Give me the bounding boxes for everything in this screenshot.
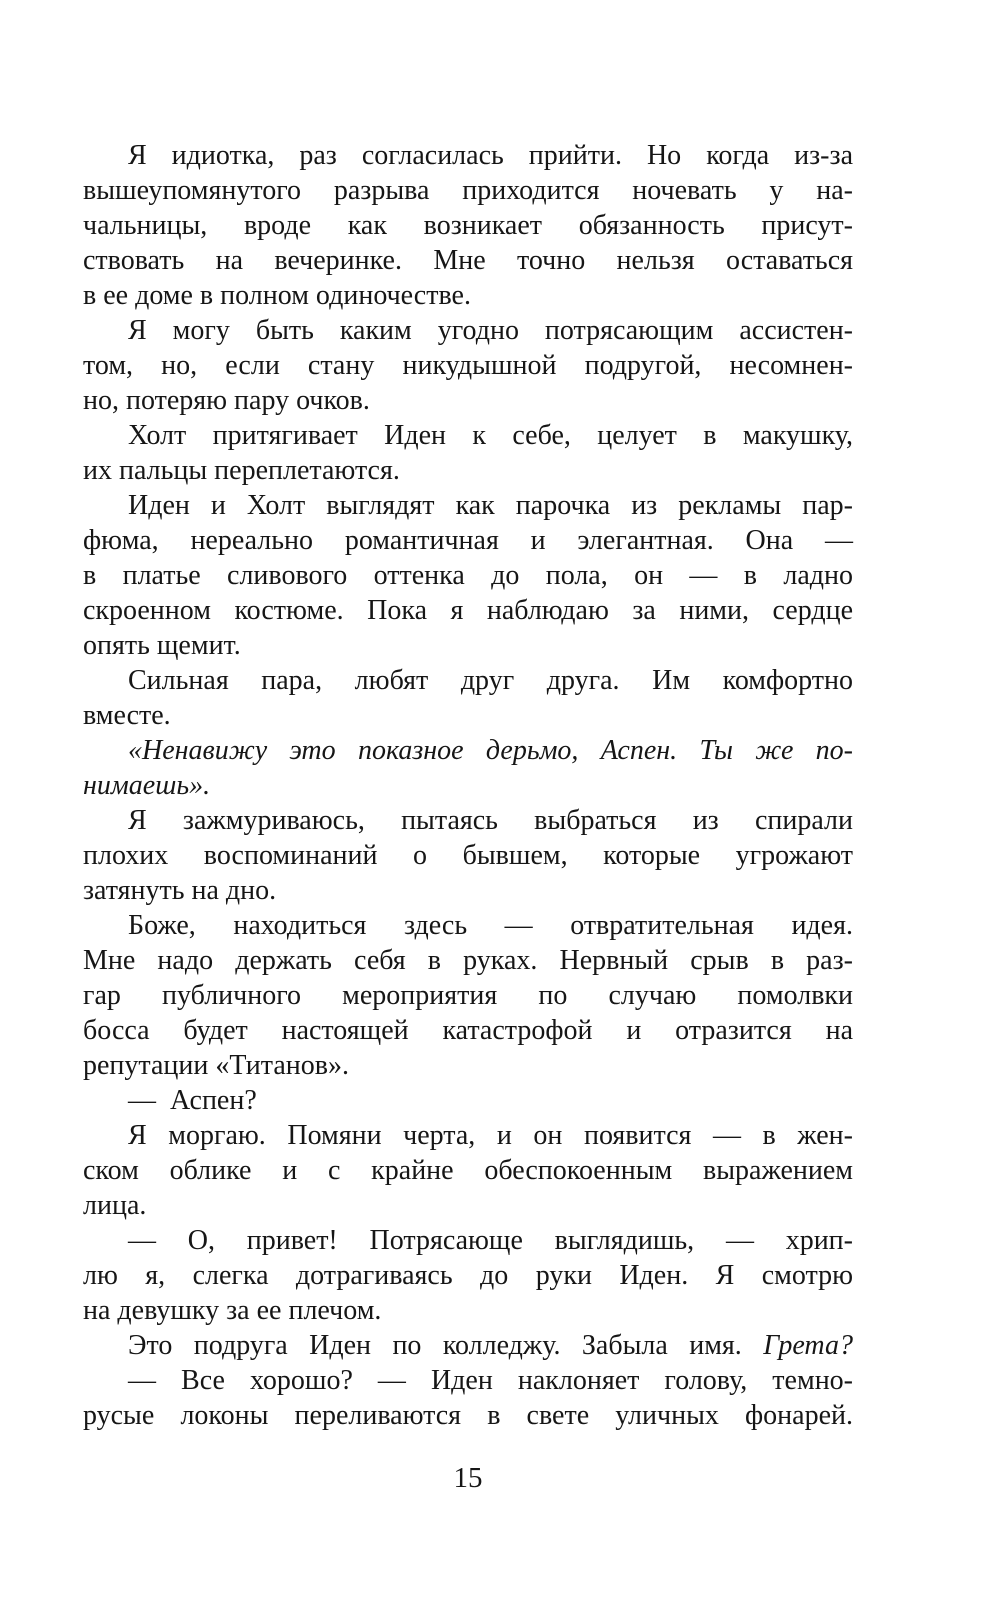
text-line <box>83 383 853 418</box>
text-line <box>83 1153 853 1188</box>
text-line <box>83 803 853 838</box>
text-line <box>83 873 853 908</box>
text-line <box>83 313 853 348</box>
text-block <box>83 138 853 1433</box>
text-line <box>83 558 853 593</box>
text-line <box>83 698 853 733</box>
text-segment: русые локоны переливаются в свете уличных фонарей. <box>83 1400 853 1431</box>
italic-text-segment: «Ненавижу это показное дерьмо, Аспен. Ты же по- <box>128 735 853 766</box>
text-line <box>83 523 853 558</box>
text-segment: опять щемит. <box>83 630 241 661</box>
text-segment: лица. <box>83 1190 147 1221</box>
text-segment: — О, привет! Потрясающе выглядишь, — хрип- <box>128 1225 853 1256</box>
text-segment: их пальцы переплетаются. <box>83 455 400 486</box>
text-segment: репутации «Титанов». <box>83 1050 349 1081</box>
text-line <box>83 943 853 978</box>
text-line <box>83 628 853 663</box>
text-segment: фюма, нереально романтичная и элегантная. Она — <box>83 525 853 556</box>
text-line <box>83 1048 853 1083</box>
text-segment: Я моргаю. Помяни черта, и он появится — в жен- <box>128 1120 853 1151</box>
text-segment: но, потеряю пару очков. <box>83 385 370 416</box>
text-line <box>83 138 853 173</box>
text-segment: скроенном костюме. Пока я наблюдаю за ними, сердце <box>83 595 853 626</box>
text-line <box>83 593 853 628</box>
page-number: 15 <box>453 1462 483 1494</box>
text-segment: ствовать на вечеринке. Мне точно нельзя оставаться <box>83 245 853 276</box>
text-segment: на девушку за ее плечом. <box>83 1295 382 1326</box>
text-segment: — Все хорошо? — Иден наклоняет голову, темно- <box>128 1365 853 1396</box>
text-segment: Холт притягивает Иден к себе, целует в макушку, <box>128 420 853 451</box>
text-segment: — Аспен? <box>128 1085 257 1116</box>
text-line <box>83 978 853 1013</box>
italic-text-segment: Грета? <box>763 1330 853 1361</box>
text-line <box>83 1223 853 1258</box>
italic-text-segment: нимаешь». <box>83 770 211 801</box>
text-segment: лю я, слегка дотрагиваясь до руки Иден. Я смотрю <box>83 1260 853 1291</box>
text-segment: затянуть на дно. <box>83 875 277 906</box>
text-line <box>83 1363 853 1398</box>
text-segment: том, но, если стану никудышной подругой, несомнен- <box>83 350 853 381</box>
text-line <box>83 1188 853 1223</box>
text-line <box>83 1118 853 1153</box>
text-segment: Я зажмуриваюсь, пытаясь выбраться из спирали <box>128 805 853 836</box>
text-segment: вместе. <box>83 700 171 731</box>
text-line <box>83 488 853 523</box>
text-segment: Я могу быть каким угодно потрясающим ассистен- <box>128 315 853 346</box>
text-line <box>83 908 853 943</box>
text-line <box>83 453 853 488</box>
text-line <box>83 348 853 383</box>
text-segment: вышеупомянутого разрыва приходится ночевать у на- <box>83 175 853 206</box>
text-segment: в ее доме в полном одиночестве. <box>83 280 471 311</box>
text-line <box>83 1398 853 1433</box>
text-segment: в платье сливового оттенка до пола, он — в ладно <box>83 560 853 591</box>
text-line <box>83 243 853 278</box>
text-segment: Боже, находиться здесь — отвратительная идея. <box>128 910 853 941</box>
text-segment: Иден и Холт выглядят как парочка из рекламы пар- <box>128 490 853 521</box>
text-segment: Сильная пара, любят друг друга. Им комфортно <box>128 665 853 696</box>
text-line <box>83 768 853 803</box>
text-line <box>83 733 853 768</box>
text-line <box>83 208 853 243</box>
text-line <box>83 663 853 698</box>
text-segment: ском облике и с крайне обеспокоенным выражением <box>83 1155 853 1186</box>
text-segment: чальницы, вроде как возникает обязанность присут- <box>83 210 853 241</box>
text-line <box>83 173 853 208</box>
text-segment: Мне надо держать себя в руках. Нервный срыв в раз- <box>83 945 853 976</box>
text-segment: гар публичного мероприятия по случаю помолвки <box>83 980 853 1011</box>
text-line <box>83 1258 853 1293</box>
text-line <box>83 278 853 313</box>
text-segment: плохих воспоминаний о бывшем, которые угрожают <box>83 840 853 871</box>
text-line <box>83 1293 853 1328</box>
text-segment: Это подруга Иден по колледжу. Забыла имя. <box>128 1330 764 1361</box>
text-line <box>83 838 853 873</box>
text-line <box>83 1083 853 1118</box>
text-line <box>83 1013 853 1048</box>
text-line <box>83 1328 853 1363</box>
text-line <box>83 418 853 453</box>
text-segment: Я идиотка, раз согласилась прийти. Но когда из-за <box>128 140 853 171</box>
text-segment: босса будет настоящей катастрофой и отразится на <box>83 1015 853 1046</box>
